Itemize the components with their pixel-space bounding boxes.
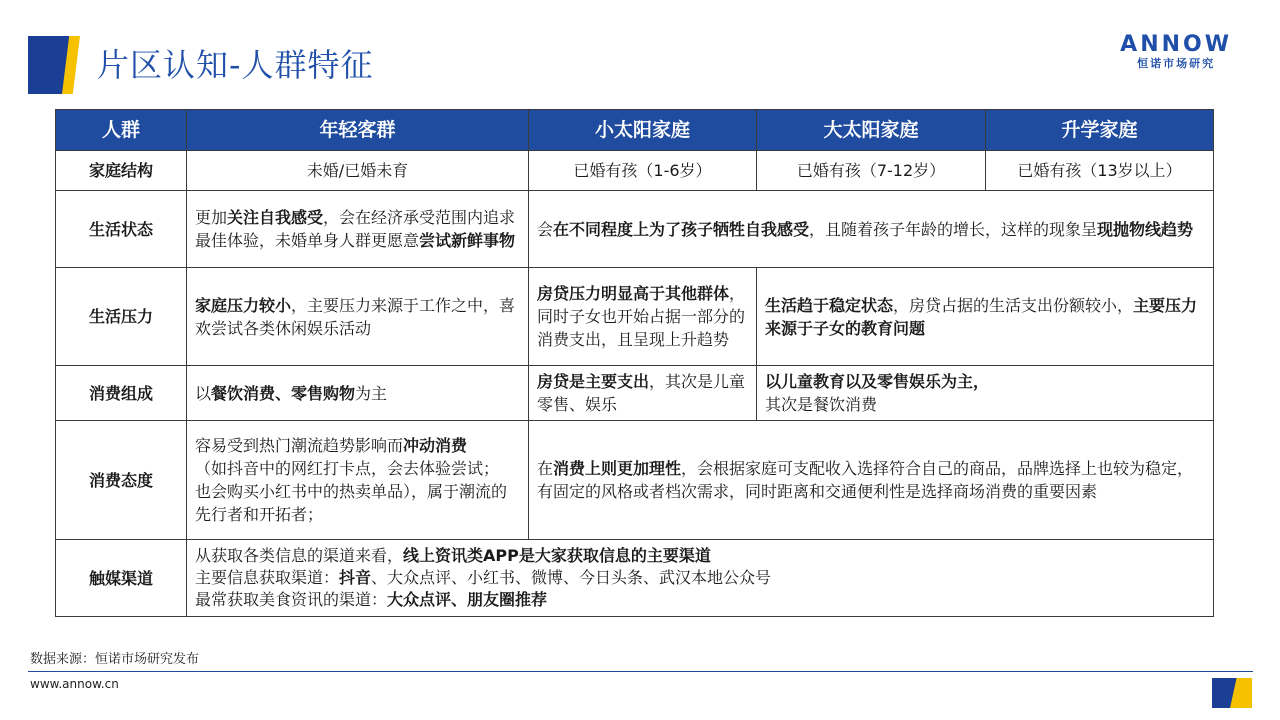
cell-older: 以儿童教育以及零售娱乐为主， 其次是餐饮消费 <box>757 366 1214 421</box>
row-label: 家庭结构 <box>56 151 187 191</box>
row-label: 消费态度 <box>56 421 187 540</box>
website-url: www.annow.cn <box>30 677 119 691</box>
media-line-1: 从获取各类信息的渠道来看，线上资讯类APP是大家获取信息的主要渠道 <box>195 546 711 565</box>
cell-small-sun: 房贷是主要支出，其次是儿童零售、娱乐 <box>529 366 757 421</box>
data-source: 数据来源：恒诺市场研究发布 <box>30 652 200 667</box>
media-line-3: 最常获取美食资讯的渠道：大众点评、朋友圈推荐 <box>195 590 548 609</box>
cell-media <box>187 540 1214 617</box>
cell-young: 未婚/已婚未育 <box>187 151 529 191</box>
row-label: 消费组成 <box>56 366 187 421</box>
footer-divider <box>28 671 1253 672</box>
cell-young: 更加关注自我感受，会在经济承受范围内追求最佳体验，未婚单身人群更愿意尝试新鲜事物 <box>187 191 529 268</box>
header-big-sun: 大太阳家庭 <box>757 110 986 151</box>
cell-young: 容易受到热门潮流趋势影响而冲动消费 （如抖音中的网红打卡点，会去体验尝试； 也会购买小红书中的热卖单品），属于潮流的先行者和开拓者； <box>187 421 529 540</box>
header-small-sun: 小太阳家庭 <box>529 110 757 151</box>
cell-young: 以餐饮消费、零售购物为主 <box>187 366 529 421</box>
audience-table <box>55 109 1214 617</box>
header-segment: 人群 <box>56 110 187 151</box>
row-label: 生活状态 <box>56 191 187 268</box>
cell-small-sun: 房贷压力明显高于其他群体，同时子女也开始占据一部分的消费支出，且呈现上升趋势 <box>529 268 757 366</box>
page-title: 片区认知-人群特征 <box>97 46 374 84</box>
logo-word: ANNOW <box>1120 32 1232 57</box>
header-young: 年轻客群 <box>187 110 529 151</box>
header-school: 升学家庭 <box>986 110 1214 151</box>
row-life-state <box>56 191 1214 268</box>
cell-big-sun: 已婚有孩（7-12岁） <box>757 151 986 191</box>
cell-families: 会在不同程度上为了孩子牺牲自我感受，且随着孩子年龄的增长，这样的现象呈现抛物线趋势 <box>529 191 1214 268</box>
cell-young: 家庭压力较小，主要压力来源于工作之中，喜欢尝试各类休闲娱乐活动 <box>187 268 529 366</box>
row-attitude <box>56 421 1214 540</box>
row-family-structure <box>56 151 1214 191</box>
row-media <box>56 540 1214 617</box>
cell-school: 已婚有孩（13岁以上） <box>986 151 1214 191</box>
table-header-row <box>56 110 1214 151</box>
row-label: 触媒渠道 <box>56 540 187 617</box>
row-pressure <box>56 268 1214 366</box>
annow-logo <box>1120 32 1232 71</box>
row-label: 生活压力 <box>56 268 187 366</box>
media-line-2: 主要信息获取渠道：抖音、大众点评、小红书、微博、今日头条、武汉本地公众号 <box>195 568 772 587</box>
cell-families: 在消费上则更加理性，会根据家庭可支配收入选择符合自己的商品，品牌选择上也较为稳定，有固定的风格或者档次需求，同时距离和交通便利性是选择商场消费的重要因素 <box>529 421 1214 540</box>
logo-subtitle: 恒诺市场研究 <box>1137 57 1216 70</box>
row-composition <box>56 366 1214 421</box>
cell-older: 生活趋于稳定状态，房贷占据的生活支出份额较小，主要压力来源于子女的教育问题 <box>757 268 1214 366</box>
cell-small-sun: 已婚有孩（1-6岁） <box>529 151 757 191</box>
